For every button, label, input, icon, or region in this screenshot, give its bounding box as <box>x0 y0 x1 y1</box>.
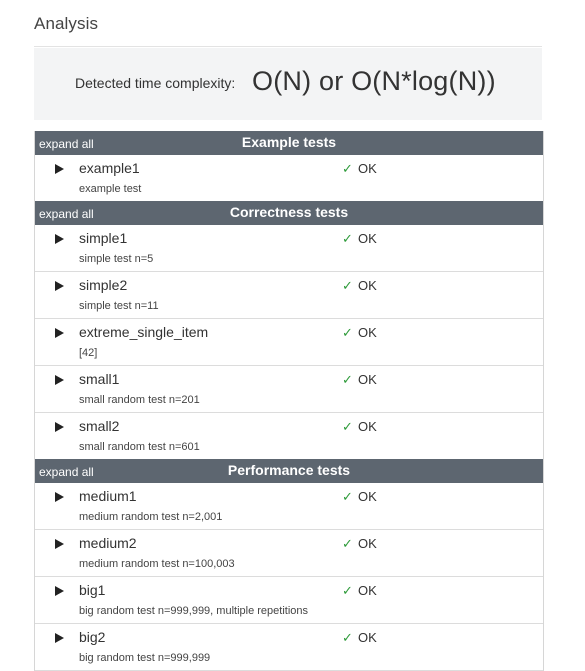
section-title: Performance tests <box>227 462 351 478</box>
check-icon: ✓ <box>342 372 353 387</box>
test-description: simple test n=11 <box>79 300 159 312</box>
test-name[interactable]: example1 <box>79 160 140 176</box>
test-row[interactable] <box>35 225 543 272</box>
test-name[interactable]: small2 <box>79 418 120 434</box>
check-icon: ✓ <box>342 536 353 551</box>
test-row[interactable] <box>35 483 543 530</box>
test-description: big random test n=999,999, multiple repetitions <box>79 605 309 617</box>
triangle-right-icon[interactable] <box>55 328 64 338</box>
test-status: OK <box>358 325 377 340</box>
test-description: small random test n=201 <box>79 394 200 406</box>
triangle-right-icon[interactable] <box>55 164 64 174</box>
check-icon: ✓ <box>342 419 353 434</box>
test-description: example test <box>79 183 142 195</box>
triangle-right-icon[interactable] <box>55 422 64 432</box>
test-row[interactable] <box>35 272 543 319</box>
expand-all-button[interactable]: expand all <box>39 207 94 221</box>
test-status: OK <box>358 161 377 176</box>
test-name[interactable]: medium1 <box>79 488 137 504</box>
test-status: OK <box>358 278 377 293</box>
test-name[interactable]: medium2 <box>79 535 137 551</box>
check-icon: ✓ <box>342 489 353 504</box>
test-row[interactable] <box>35 155 543 201</box>
test-name[interactable]: simple2 <box>79 277 128 293</box>
test-status: OK <box>358 583 377 598</box>
test-status: OK <box>358 536 377 551</box>
test-description: small random test n=601 <box>79 441 200 453</box>
check-icon: ✓ <box>342 161 353 176</box>
test-name[interactable]: small1 <box>79 371 120 387</box>
test-description: medium random test n=100,003 <box>79 558 235 570</box>
complexity-label: Detected time complexity: <box>75 75 236 91</box>
test-row[interactable] <box>35 530 543 577</box>
section-title: Correctness tests <box>229 204 349 220</box>
triangle-right-icon[interactable] <box>55 281 64 291</box>
check-icon: ✓ <box>342 231 353 246</box>
check-icon: ✓ <box>342 630 353 645</box>
title-divider <box>34 46 542 47</box>
test-results-table <box>34 131 544 671</box>
test-row[interactable] <box>35 577 543 624</box>
test-name[interactable]: big2 <box>79 629 106 645</box>
test-status: OK <box>358 630 377 645</box>
page-title: Analysis <box>34 14 99 33</box>
section-header-correctness-tests <box>35 201 543 225</box>
test-name[interactable]: extreme_single_item <box>79 324 209 340</box>
complexity-panel <box>34 48 542 120</box>
test-description: simple test n=5 <box>79 253 154 265</box>
triangle-right-icon[interactable] <box>55 375 64 385</box>
test-row[interactable] <box>35 366 543 413</box>
triangle-right-icon[interactable] <box>55 586 64 596</box>
test-description: medium random test n=2,001 <box>79 511 223 523</box>
check-icon: ✓ <box>342 583 353 598</box>
test-description: [42] <box>79 347 98 359</box>
section-header-performance-tests <box>35 459 543 483</box>
expand-all-button[interactable]: expand all <box>39 137 94 151</box>
check-icon: ✓ <box>342 325 353 340</box>
test-row[interactable] <box>35 624 543 671</box>
check-icon: ✓ <box>342 278 353 293</box>
triangle-right-icon[interactable] <box>55 492 64 502</box>
test-row[interactable] <box>35 413 543 459</box>
test-status: OK <box>358 419 377 434</box>
test-name[interactable]: simple1 <box>79 230 128 246</box>
expand-all-button[interactable]: expand all <box>39 465 94 479</box>
test-status: OK <box>358 489 377 504</box>
section-header-example-tests <box>35 131 543 155</box>
test-name[interactable]: big1 <box>79 582 106 598</box>
triangle-right-icon[interactable] <box>55 633 64 643</box>
complexity-value: O(N) or O(N*log(N)) <box>252 66 496 96</box>
section-title: Example tests <box>241 134 337 150</box>
test-status: OK <box>358 231 377 246</box>
triangle-right-icon[interactable] <box>55 539 64 549</box>
test-description: big random test n=999,999 <box>79 652 211 664</box>
test-row[interactable] <box>35 319 543 366</box>
triangle-right-icon[interactable] <box>55 234 64 244</box>
test-status: OK <box>358 372 377 387</box>
